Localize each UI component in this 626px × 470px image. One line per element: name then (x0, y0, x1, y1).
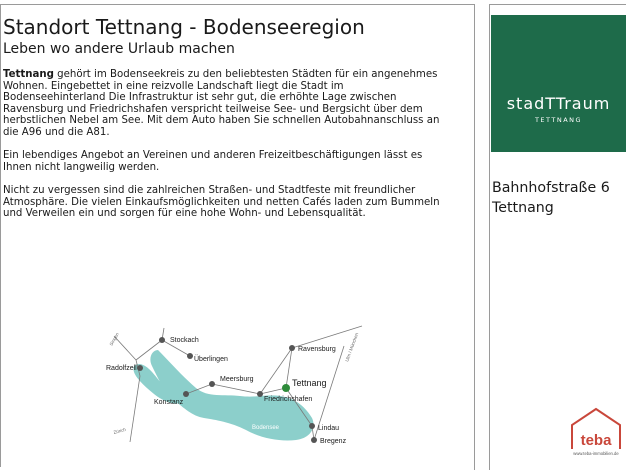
city-label-tettnang: Tettnang (292, 378, 327, 388)
road-label-ulm: Ulm / München (344, 332, 360, 363)
city-marker (183, 391, 189, 397)
page-subtitle: Leben wo andere Urlaub machen (3, 41, 235, 57)
city-marker (309, 423, 315, 429)
paragraph-lead: Tettnang (3, 69, 54, 80)
city-label-bregenz: Bregenz (320, 438, 347, 445)
city-marker (289, 345, 295, 351)
brand-logo (491, 15, 626, 152)
city-marker (187, 353, 193, 359)
divider (489, 4, 626, 5)
city-marker (311, 437, 317, 443)
city-marker (257, 391, 263, 397)
road-label-singen: Singen (108, 331, 120, 347)
address (492, 178, 610, 218)
city-marker (159, 337, 165, 343)
logo-url: www.teba-immobilien.de (573, 451, 619, 456)
road (130, 376, 140, 442)
paragraph (3, 69, 443, 139)
road (114, 336, 136, 360)
divider (0, 4, 474, 5)
city-marker (209, 381, 215, 387)
body-text (3, 69, 443, 231)
paragraph: Nicht zu vergessen sind die zahlreichen Straßen- und Stadtfeste mit freundlicher Atmosphäre. Die vielen Einkaufsmöglichkeiten und netten Cafés laden zum Bummeln und Verweilen ein und sorgen für eine hohe Wohn- und Lebensqualität. (3, 184, 440, 220)
location-map (100, 322, 370, 448)
paragraph-text: gehört im Bodenseekreis zu den beliebtesten Städten für ein angenehmes Wohnen. Eingebettet in eine reizvolle Landschaft liegt die Stadt im Bodenseehinterland Die Infrastruktur ist sehr gut, die erhöhte Lage zwischen Ravensburg und Friedrichshafen verspricht teilweise See- und Bergsicht über dem herbstlichen Nebel am See. Mit dem Auto haben Sie schnellen Autobahnanschluss an die A96 und die A81. (3, 69, 440, 138)
road (212, 384, 260, 394)
city-label-meersburg: Meersburg (220, 376, 254, 383)
divider (0, 5, 1, 467)
tettnang-marker (282, 384, 290, 392)
city-label-lindau: Lindau (318, 425, 340, 432)
road-label-zuerich: Zürich (112, 426, 127, 435)
city-label-ueberlingen: Überlingen (194, 356, 228, 363)
city-label-konstanz: Konstanz (154, 399, 184, 406)
divider (489, 4, 490, 470)
city-label-stockach: Stockach (170, 337, 199, 344)
page-title: Standort Tettnang - Bodenseeregion (3, 15, 365, 39)
city-label-ravensburg: Ravensburg (298, 346, 336, 353)
address-street: Bahnhofstraße 6 (492, 180, 610, 196)
address-city: Tettnang (492, 200, 554, 216)
divider (474, 4, 475, 470)
city-label-friedrichshafen: Friedrichshafen (264, 396, 313, 403)
brand-sub: TETTNANG (534, 116, 583, 124)
brand-name: stadTTraum (506, 94, 611, 113)
teba-logo (566, 405, 626, 457)
logo-text: teba (580, 432, 612, 449)
lake-label: Bodensee (252, 425, 280, 431)
city-label-radolfzell: Radolfzell (106, 365, 137, 372)
paragraph: Ein lebendiges Angebot an Vereinen und anderen Freizeitbeschäftigungen lässt es Ihnen nicht langweilig werden. (3, 150, 423, 173)
city-marker (137, 365, 143, 371)
